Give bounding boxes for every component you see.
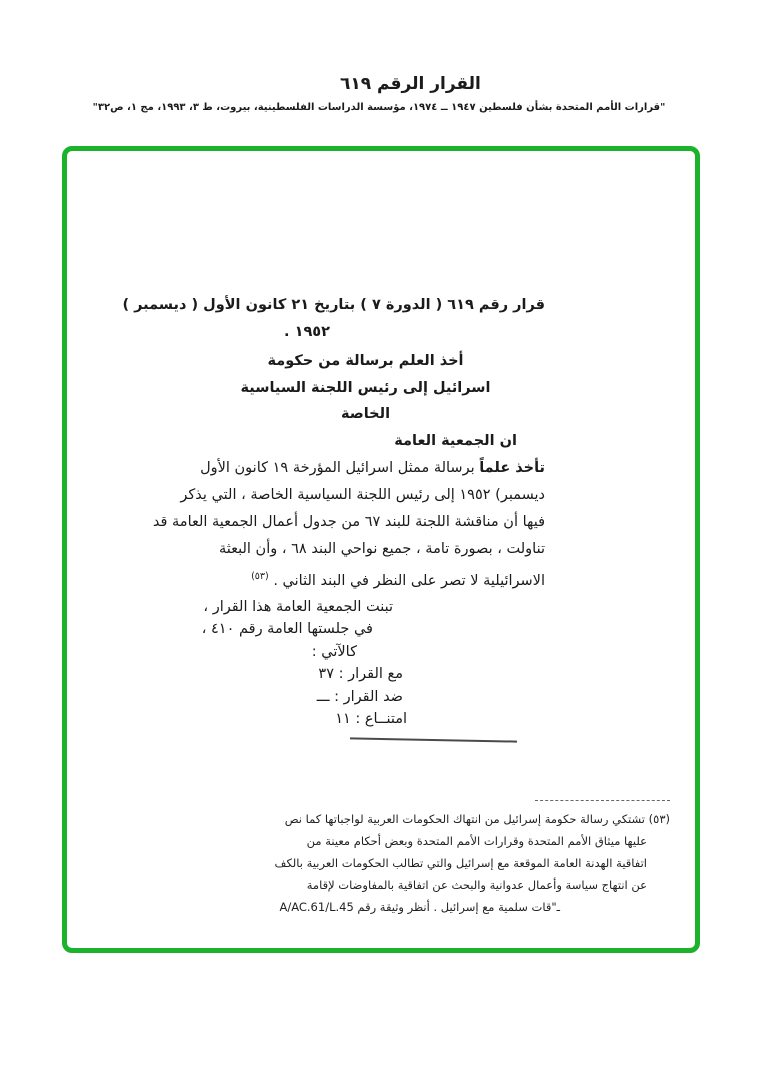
- body-line-text: الاسرائيلية لا تصر على النظر في البند الثاني .: [273, 572, 545, 589]
- footnote-line: اتفاقية الهدنة العامة الموقعة مع إسرائيل والتي تطالب الحكومات العربية بالكف: [274, 856, 647, 870]
- vote-label: امتنــاع :: [351, 708, 407, 731]
- body-line: فيها أن مناقشة اللجنة للبند ٦٧ من جدول أعمال الجمعية العامة قد: [152, 513, 545, 530]
- resolution-text: [122, 292, 545, 741]
- resolution-heading-year: ١٩٥٢ .: [284, 324, 330, 340]
- vote-row: [150, 686, 403, 709]
- vote-row: [150, 708, 407, 731]
- adoption-line: كالآتي :: [311, 643, 357, 660]
- adoption-line: في جلستها العامة رقم ٤١٠ ،: [201, 621, 373, 637]
- footnote-line: عليها ميثاق الأمم المتحدة وقرارات الأمم المتحدة وبعض أحكام معينة من: [306, 834, 647, 848]
- resolution-heading: قرار رقم ٦١٩ ( الدورة ٧ ) بتاريخ ٢١ كانون الأول ( ديسمبر ): [122, 297, 545, 313]
- body-line-rest: برسالة ممثل اسرائيل المؤرخة ١٩ كانون الأول: [200, 459, 480, 476]
- subject-line: أخذ العلم برسالة من حكومة: [267, 353, 464, 369]
- page-title: القرار الرقم ٦١٩: [340, 74, 481, 94]
- body-line: [150, 563, 545, 595]
- citation-line: "قرارات الأمم المتحدة بشأن فلسطين ١٩٤٧ ــ ١٩٧٤، مؤسسة الدراسات الفلسطينية، بيروت، ط ٣، ١٩٩٣، مج ١، ص٣٢": [92, 102, 666, 113]
- footnote-line: (٥٣) تشتكي رسالة حكومة إسرائيل من انتهاك الحكومات العربية لواجباتها كما نص: [284, 812, 670, 826]
- footnote-block: [260, 800, 670, 918]
- adoption-line: تبنت الجمعية العامة هذا القرار ،: [203, 598, 393, 615]
- subject-line: الخاصة: [340, 406, 391, 422]
- preamble: ان الجمعية العامة: [394, 432, 517, 449]
- footnote-line: عن انتهاج سياسة وأعمال عدوانية والبحث عن اتفاقية بالمفاوضات لإقامة: [306, 878, 647, 892]
- body-line: تناولت ، بصورة تامة ، جميع نواحي البند ٦٨ ، وأن البعثة: [218, 540, 545, 557]
- body-line: [150, 455, 545, 482]
- vote-label: ضد القرار :: [330, 686, 403, 709]
- end-of-text-divider: [350, 737, 517, 742]
- vote-value: ٣٧: [318, 666, 334, 682]
- green-frame: [62, 146, 700, 953]
- footnote-reference: (٥٣): [251, 570, 269, 582]
- vote-value: ـــ: [316, 688, 330, 705]
- vote-row: [150, 663, 403, 686]
- footnote-line: ـ"قات سلمية مع إسرائيل . أنظر وثيقة رقم A/AC.61/L.45: [279, 900, 560, 914]
- subject-line: اسرائيل إلى رئيس اللجنة السياسية: [240, 379, 491, 396]
- body-lead-bold: تأخذ علماً: [479, 459, 545, 476]
- vote-value: ١١: [335, 711, 351, 727]
- adoption-block: [150, 596, 545, 731]
- vote-label: مع القرار :: [334, 663, 403, 686]
- footnote-divider: [535, 800, 670, 801]
- resolution-subject: [168, 348, 563, 428]
- body-line: ديسمبر) ١٩٥٢ إلى رئيس اللجنة السياسية الخاصة ، التي يذكر: [180, 486, 545, 503]
